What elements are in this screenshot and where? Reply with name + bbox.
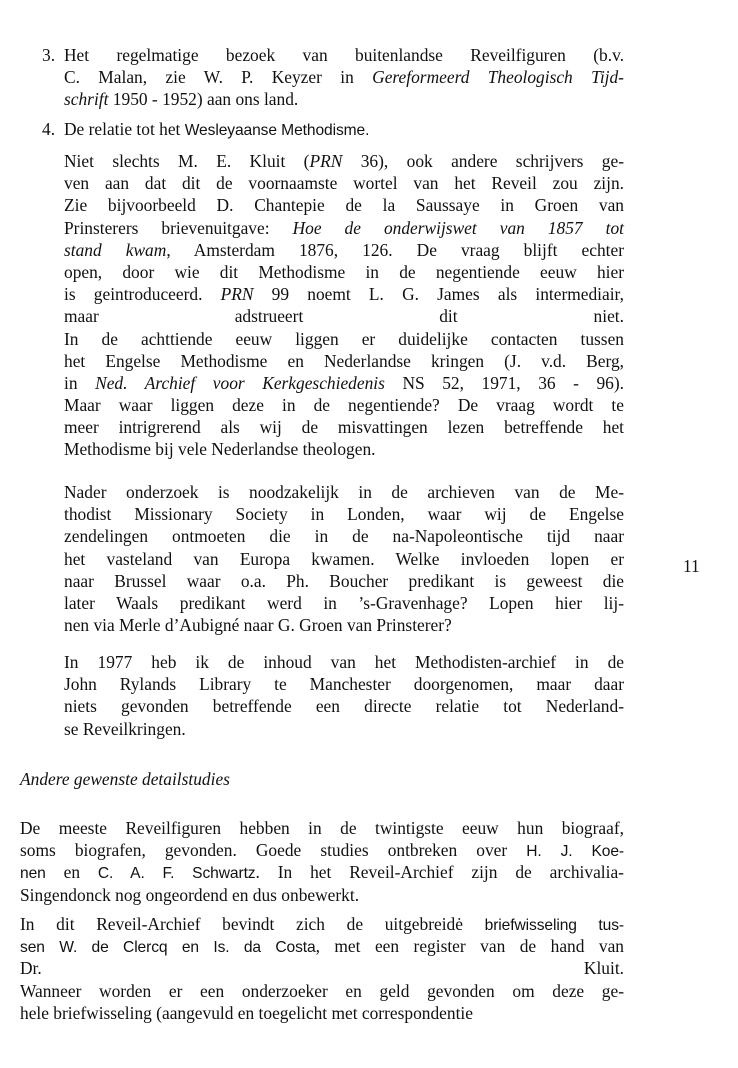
text-segment: in xyxy=(64,372,96,393)
item-4-text xyxy=(64,118,624,142)
text-line xyxy=(64,614,624,636)
paragraph-rylands xyxy=(64,651,624,740)
text-line xyxy=(64,438,624,460)
text-line xyxy=(20,839,624,861)
text-line xyxy=(64,150,624,172)
text-segment: 36), ook andere schrijvers ge- xyxy=(342,151,624,171)
text-line xyxy=(20,861,624,883)
text-line xyxy=(64,217,624,239)
text-line xyxy=(64,592,624,614)
text-segment: Maar waar liggen deze in de negentiende? De vraag wordt te xyxy=(64,395,624,416)
text-segment: PRN xyxy=(309,151,343,171)
text-segment: Gereformeerd Theologisch Tijd- xyxy=(372,67,624,88)
text-segment: C. A. F. Schwartz xyxy=(97,865,256,883)
text-segment: Hoe de onderwijswet van 1857 tot xyxy=(292,217,624,238)
paragraph-correspondence xyxy=(20,913,624,1024)
text-line xyxy=(64,350,624,372)
text-segment: Wanneer worden er een onderzoeker en geld gevonden om deze ge- xyxy=(20,980,624,1001)
text-segment: De meeste Reveilfiguren hebben in de twintigste eeuw hun biograaf, xyxy=(20,818,624,838)
text-line xyxy=(20,884,624,906)
text-segment: In dit Reveil-Archief bevindt zich de uitgebreidė xyxy=(20,914,485,934)
text-segment: soms biografen, gevonden. Goede studies ontbreken over xyxy=(20,840,527,861)
text-segment: en xyxy=(45,862,98,883)
text-segment: thodist Missionary Society in Londen, waar wij de Engelse xyxy=(64,504,624,525)
text-segment: het Engelse Methodisme en Nederlandse kringen (J. v.d. Berg, xyxy=(64,350,624,371)
text-line xyxy=(64,695,624,717)
text-segment: C. Malan, zie W. P. Keyzer in xyxy=(64,67,373,88)
text-line xyxy=(20,913,624,935)
text-segment: Prinsterers brievenuitgave: xyxy=(64,217,293,238)
text-segment: nen via Merle d’Aubigné naar G. Groen van Prinsterer? xyxy=(64,615,452,636)
item-3-number: 3. xyxy=(42,45,56,65)
paragraph-biographies xyxy=(20,817,624,906)
text-segment: 1950 - 1952) aan ons land. xyxy=(108,89,299,110)
section-heading: Andere gewenste detailstudies xyxy=(20,769,230,789)
text-segment: In 1977 heb ik de inhoud van het Methodisten-archief in de xyxy=(64,652,624,672)
text-line xyxy=(64,503,624,525)
text-line xyxy=(64,416,624,438)
text-segment: nen xyxy=(20,865,46,883)
text-segment: Methodisme bij vele Nederlandse theologen. xyxy=(64,439,376,460)
text-segment: Ned. Archief voor Kerkgeschiedenis xyxy=(95,372,385,393)
text-line xyxy=(20,817,624,839)
text-line xyxy=(64,305,624,327)
text-segment: Nader onderzoek is noodzakelijk in de archieven van de Me- xyxy=(64,482,624,502)
text-line xyxy=(64,66,624,88)
text-segment: is geintroduceerd. xyxy=(64,284,221,305)
text-segment: open, door wie dit Methodisme in de negentiende eeuw hier xyxy=(64,261,624,282)
text-line xyxy=(64,194,624,216)
text-segment: Dr. Kluit. xyxy=(20,958,624,979)
text-line xyxy=(20,980,624,1002)
text-segment: H. J. Koe- xyxy=(526,843,625,861)
item-4-bold: Wesleyaanse Methodisme. xyxy=(184,122,370,139)
text-segment: naar Brussel waar o.a. Ph. Boucher predikant is geweest die xyxy=(64,570,624,591)
text-line xyxy=(64,44,624,66)
text-segment: , Amsterdam 1876, 126. De vraag blijft echter xyxy=(166,239,624,260)
item-3-text xyxy=(64,44,624,111)
text-segment: In de achttiende eeuw liggen er duidelijke contacten tussen xyxy=(64,328,624,349)
text-line xyxy=(20,1002,624,1024)
text-segment: stand kwam xyxy=(64,239,167,260)
text-segment: Niet slechts M. E. Kluit ( xyxy=(64,151,310,171)
text-segment: zendelingen ontmoeten die in de na-Napoleontische tijd naar xyxy=(64,526,624,547)
page-number: 11 xyxy=(683,556,700,576)
text-segment: Singendonck nog ongeordend en dus onbewerkt. xyxy=(20,884,360,905)
text-line xyxy=(64,239,624,261)
text-segment: briefwisseling tus- xyxy=(484,917,624,934)
text-segment: meer intrigrerend als wij de misvattingen lezen betreffende het xyxy=(64,417,624,438)
text-line xyxy=(64,394,624,416)
text-segment: Het regelmatige bezoek van buitenlandse Reveilfiguren (b.v. xyxy=(64,45,624,65)
text-segment: John Rylands Library te Manchester doorgenomen, maar daar xyxy=(64,674,624,695)
text-line xyxy=(64,328,624,350)
text-line xyxy=(64,673,624,695)
text-segment: hele briefwisseling (aangevuld en toegelicht met correspondentie xyxy=(20,1002,473,1023)
text-line xyxy=(64,261,624,283)
text-line xyxy=(64,372,624,394)
paragraph-further-research xyxy=(64,481,624,636)
text-line xyxy=(64,525,624,547)
text-line xyxy=(64,283,624,305)
text-line xyxy=(64,548,624,570)
text-line xyxy=(20,935,624,957)
text-segment: het vasteland van Europa kwamen. Welke invloeden lopen er xyxy=(64,548,624,569)
text-segment: niets gevonden betreffende een directe relatie tot Nederland- xyxy=(64,696,624,717)
text-line xyxy=(20,957,624,979)
text-segment: PRN xyxy=(220,284,254,305)
text-segment: se Reveilkringen. xyxy=(64,718,186,739)
paragraph-methodism xyxy=(64,150,624,461)
text-segment: schrift xyxy=(64,89,109,110)
text-line xyxy=(64,570,624,592)
text-line xyxy=(64,88,624,110)
text-segment: maar adstrueert dit niet. xyxy=(64,306,624,327)
text-segment: sen W. de Clercq en Is. da Costa xyxy=(20,939,316,957)
text-line xyxy=(64,718,624,740)
text-segment: ven aan dat dit de voornaamste wortel van het Reveil zou zijn. xyxy=(64,173,624,194)
text-line xyxy=(64,651,624,673)
text-segment: , met een register van de hand van xyxy=(315,936,624,957)
text-segment: NS 52, 1971, 36 - 96). xyxy=(384,372,625,393)
item-4-prefix: De relatie tot het xyxy=(64,119,185,139)
text-segment: 99 noemt L. G. James als intermediair, xyxy=(253,284,625,305)
text-line xyxy=(64,481,624,503)
text-segment: . In het Reveil-Archief zijn de archivalia- xyxy=(255,862,624,883)
text-segment: Zie bijvoorbeeld D. Chantepie de la Saussaye in Groen van xyxy=(64,195,624,216)
item-4-number: 4. xyxy=(42,119,56,139)
text-line xyxy=(64,172,624,194)
text-segment: later Waals predikant werd in ’s-Gravenhage? Lopen hier lij- xyxy=(64,592,624,613)
